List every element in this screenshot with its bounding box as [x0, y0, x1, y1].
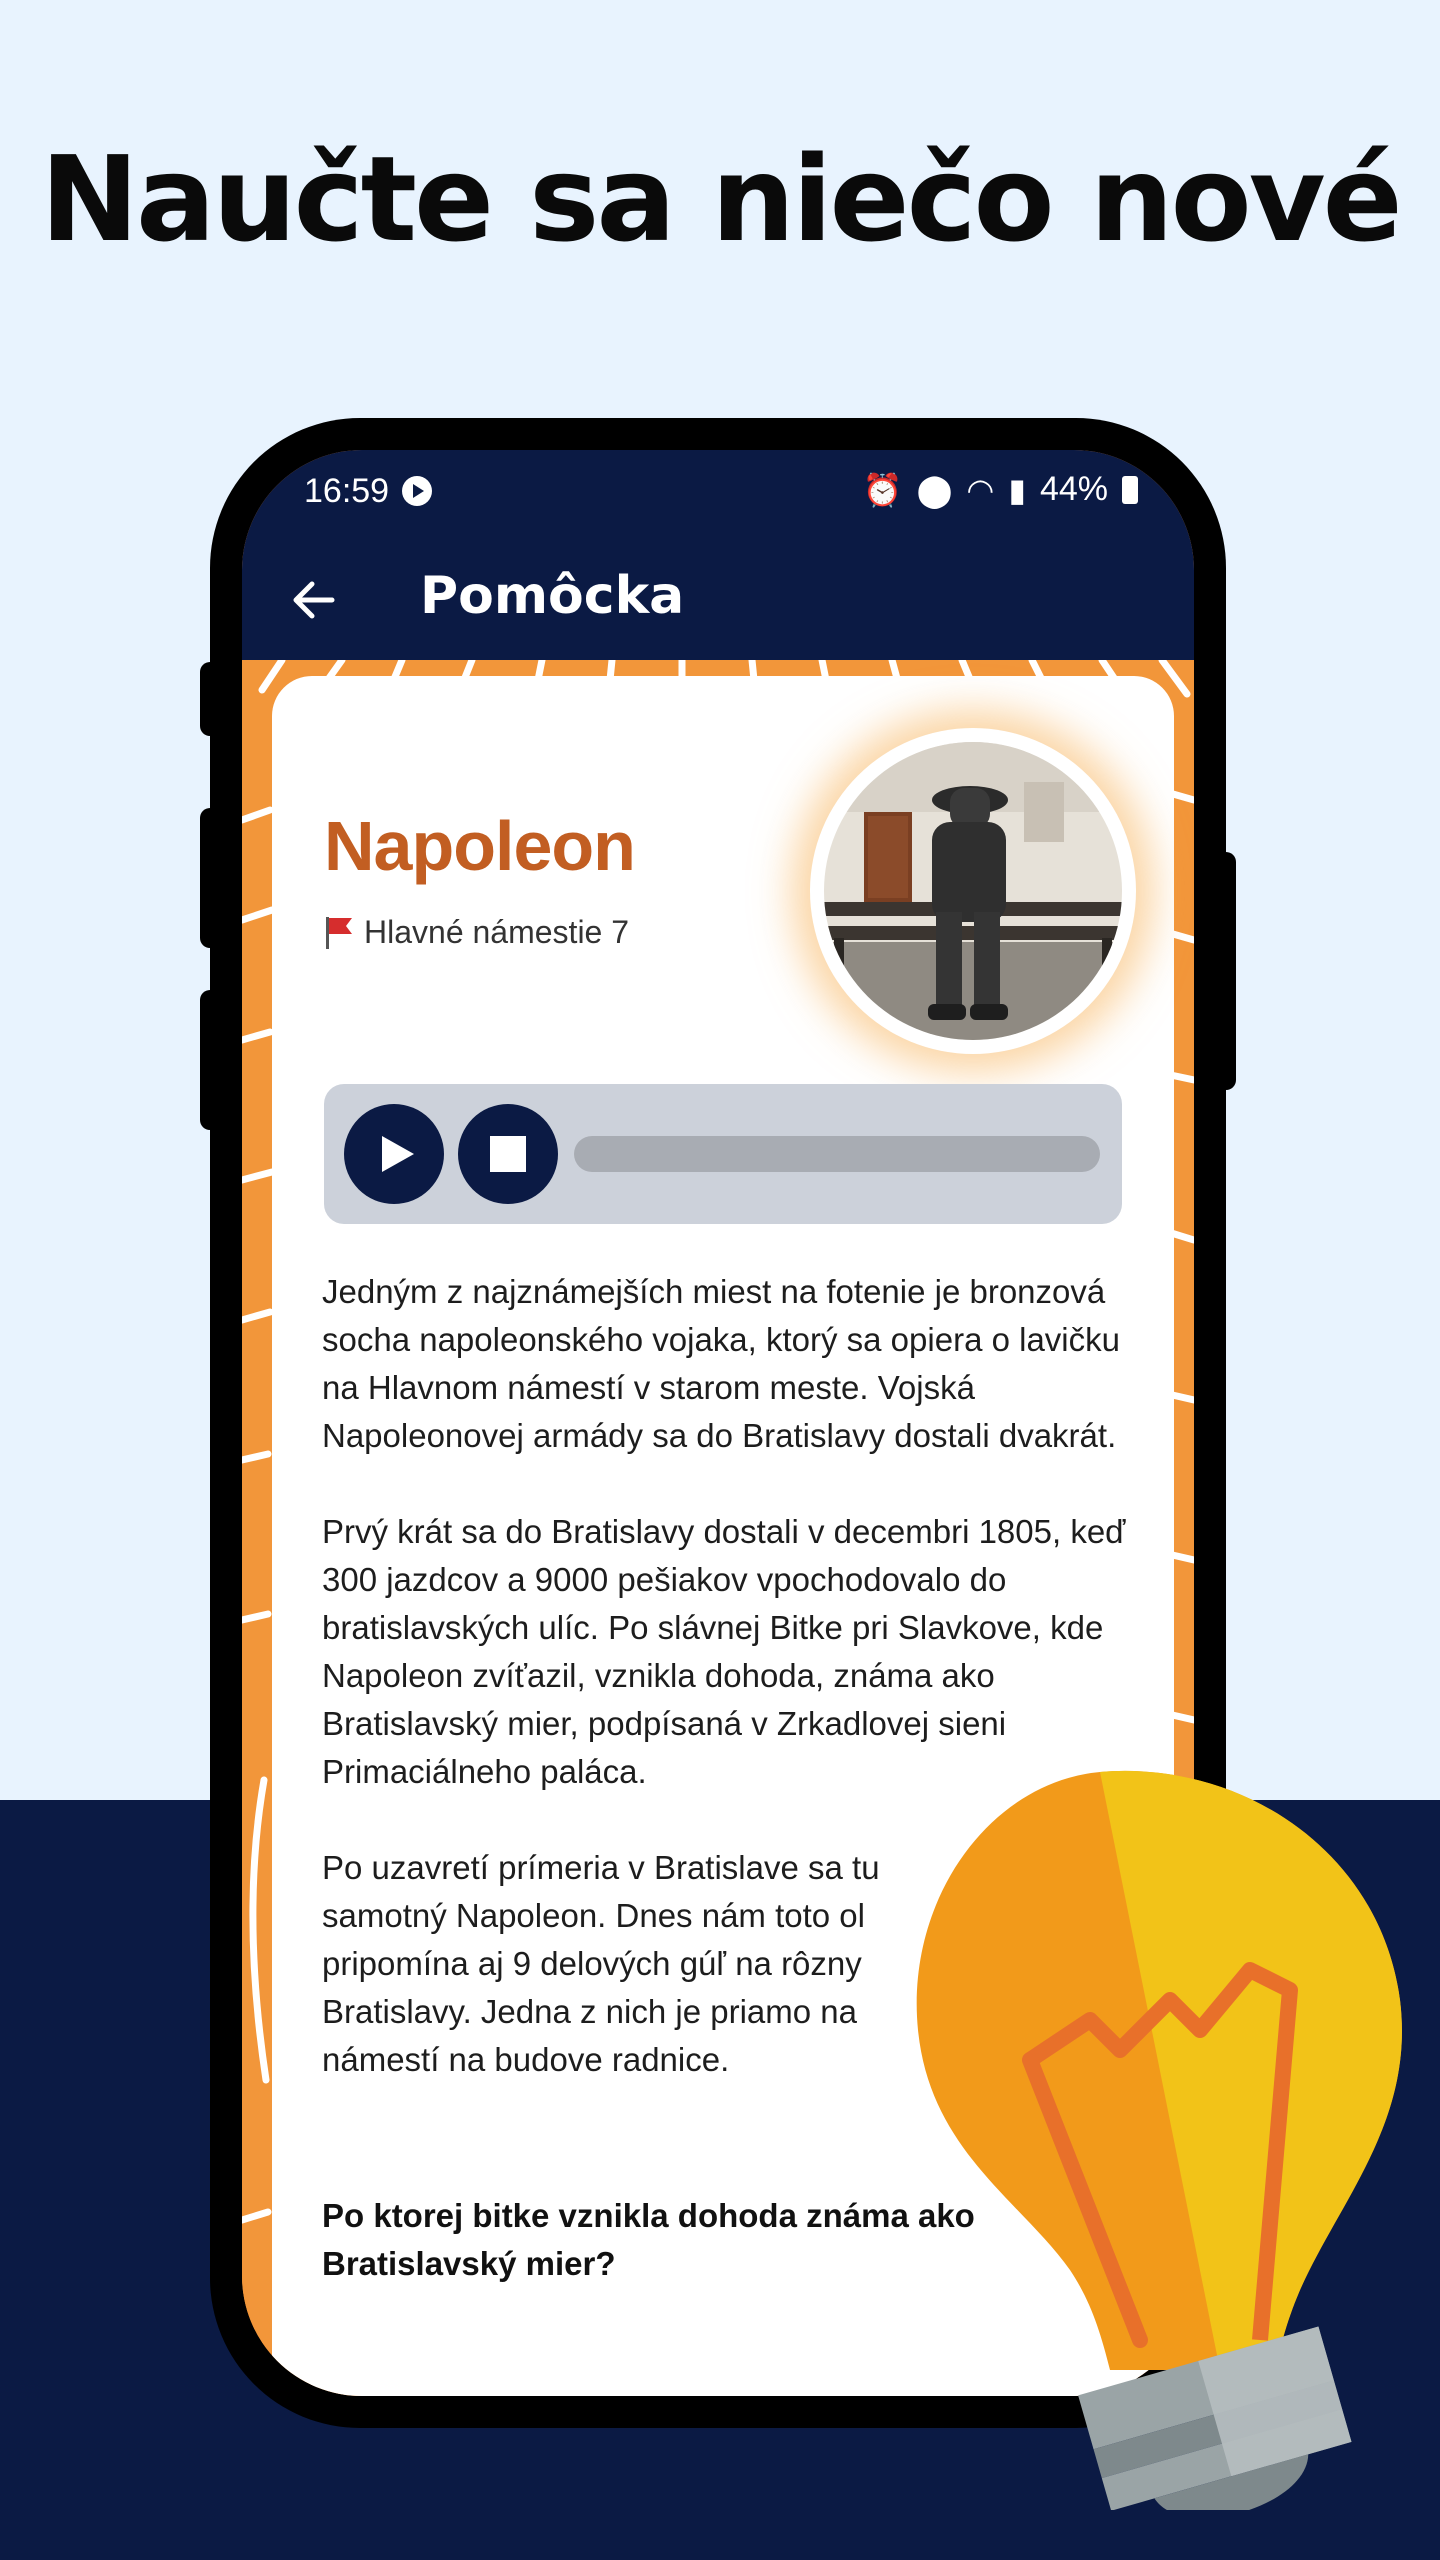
wifi-icon: ◠	[966, 470, 995, 509]
phone-side-button	[200, 808, 222, 948]
app-bar	[242, 538, 1194, 660]
address	[324, 914, 629, 951]
alarm-icon: ⏰	[862, 470, 903, 509]
battery-icon	[1122, 476, 1138, 504]
headline: Naučte sa niečo nové	[40, 130, 1400, 268]
status-bar	[242, 450, 1194, 538]
status-icons	[863, 470, 1138, 509]
audio-progress-bar[interactable]	[574, 1136, 1100, 1172]
paragraph: Prvý krát sa do Bratislavy dostali v decembri 1805, keď 300 jazdcov a 9000 pešiakov vpochodovalo do bratislavských ulíc. Po slávnej Bitke pri Slavkove, kde Napoleon zvíťazil, vznikla dohoda, známa ako Bratislavský mier, podpísaná v Zrkadlovej sieni Primaciálneho paláca.	[322, 1513, 1126, 1790]
place-title: Napoleon	[324, 807, 635, 885]
signal-icon: ▮	[1008, 470, 1026, 509]
app-title: Pomôcka	[420, 566, 685, 626]
status-time: 16:59	[304, 472, 390, 510]
red-flag-icon	[324, 915, 354, 951]
play-circle-icon	[402, 476, 432, 506]
phone-side-button	[1214, 852, 1236, 1090]
phone-side-button	[200, 662, 222, 736]
location-pin-icon: ⬤	[916, 470, 953, 509]
paragraph: Jedným z najznámejších miest na fotenie je bronzová socha napoleonského vojaka, ktorý sa opiera o lavičku na Hlavnom námestí v starom meste. Vojská Napoleonovej armády sa do Bratislavy dostali dvakrát.	[322, 1273, 1120, 1454]
phone-side-button	[200, 990, 222, 1130]
quiz-question: Po ktorej bitke vznikla dohoda známa ako Bratislavský mier?	[322, 2197, 975, 2282]
light-bulb-icon	[910, 1770, 1410, 2510]
audio-player	[324, 1084, 1122, 1224]
paragraph: Po uzavretí prímeria v Bratislave sa tu samotný Napoleon. Dnes nám toto ol pripomína aj 9 delových gúľ na rôzny Bratislavy. Jedna z nich je priamo na námestí na budove radnice.	[322, 1849, 880, 2078]
address-text: Hlavné námestie 7	[364, 914, 630, 950]
battery-percent: 44%	[1039, 470, 1108, 508]
arrow-left-icon[interactable]	[286, 572, 342, 628]
napoleon-statue-photo	[824, 742, 1122, 1040]
stop-icon[interactable]	[458, 1104, 558, 1204]
play-icon[interactable]	[344, 1104, 444, 1204]
